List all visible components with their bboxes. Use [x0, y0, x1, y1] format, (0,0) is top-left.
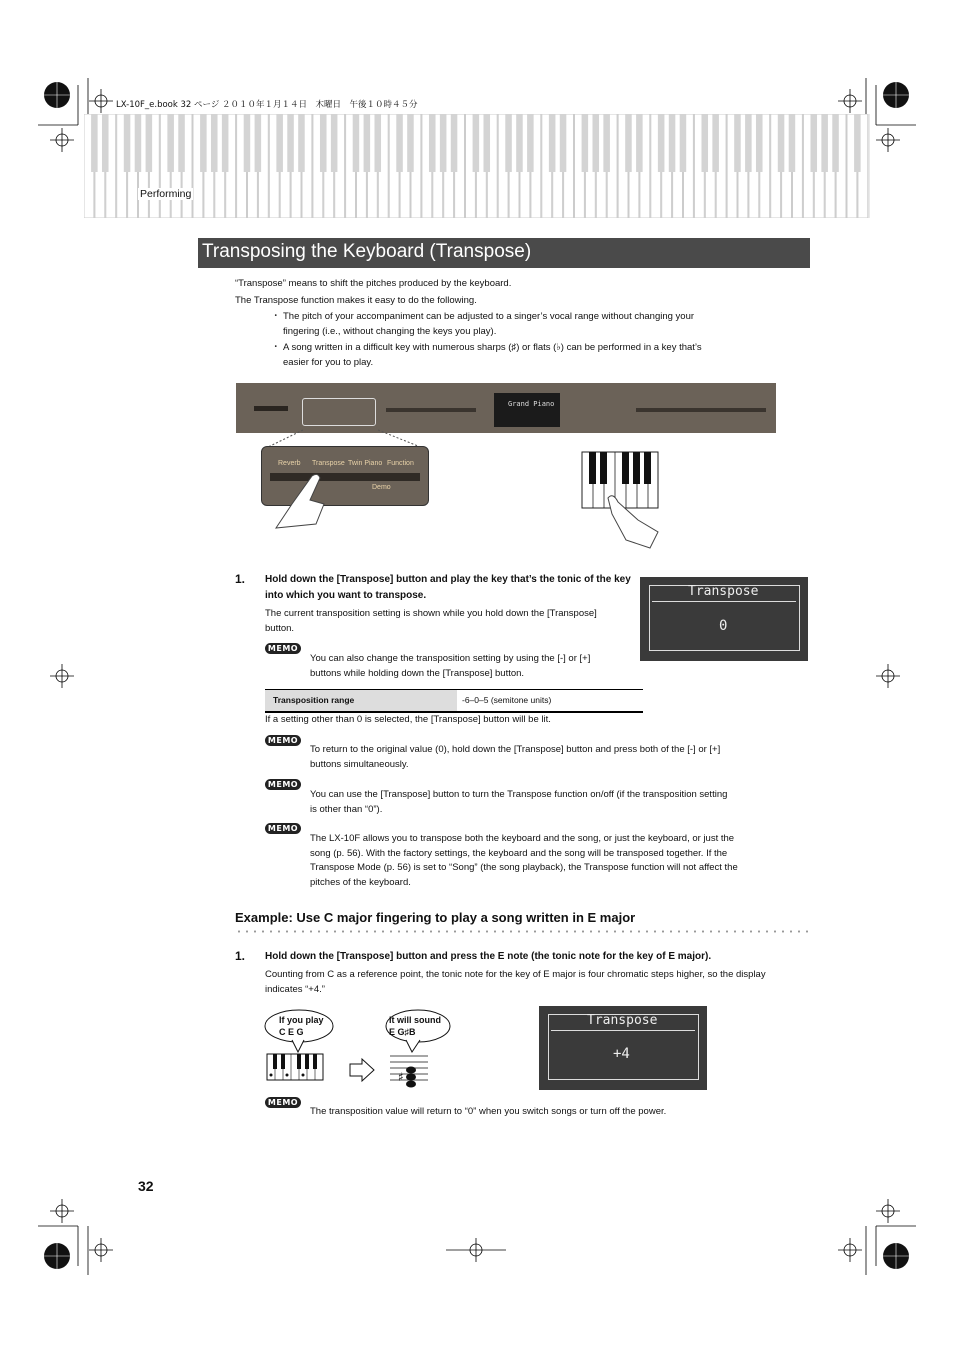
- header-black-key: [734, 114, 741, 172]
- lcd-divider: [652, 601, 796, 602]
- header-black-key: [200, 114, 207, 172]
- header-black-key: [298, 114, 305, 172]
- volume-slider: [254, 406, 288, 411]
- header-black-key: [603, 114, 610, 172]
- svg-text:♯: ♯: [398, 1070, 404, 1084]
- memo-2: To return to the original value (0), hold down the [Transpose] button and press both of the [-] or [+] buttons simultaneously.: [310, 744, 721, 770]
- header-black-key: [527, 114, 534, 172]
- header-black-key: [592, 114, 599, 172]
- dotted-rule: [235, 930, 810, 933]
- header-black-key: [745, 114, 752, 172]
- header-black-key: [505, 114, 512, 172]
- header-black-key: [364, 114, 371, 172]
- memo-1: You can also change the transposition setting by using the [-] or [+] buttons while holding down the [Transpose] button.: [310, 653, 591, 679]
- header-black-key: [167, 114, 174, 172]
- header-black-key: [135, 114, 142, 172]
- header-keyboard-graphic: [84, 114, 870, 218]
- header-black-key: [211, 114, 218, 172]
- header-black-key: [244, 114, 251, 172]
- lcd-value: +4: [613, 1046, 630, 1062]
- header-black-key: [669, 114, 676, 172]
- header-black-key: [374, 114, 381, 172]
- header-black-key: [396, 114, 403, 172]
- transposition-table: [265, 689, 643, 713]
- demo-label: Demo: [372, 484, 391, 491]
- header-black-key: [560, 114, 567, 172]
- page-number: 32: [138, 1178, 154, 1194]
- header-black-key: [178, 114, 185, 172]
- header-black-key: [549, 114, 556, 172]
- header-black-key: [483, 114, 490, 172]
- hand-icon: [272, 470, 332, 532]
- bullet-dot: ・: [271, 311, 281, 322]
- header-black-key: [789, 114, 796, 172]
- memo-badge: MEMO: [265, 1097, 301, 1108]
- memo-5: The transposition value will return to “0” when you switch songs or turn off the power.: [310, 1106, 667, 1117]
- panel-display: Grand Piano: [494, 393, 560, 427]
- lcd-value: 0: [719, 618, 728, 634]
- btn-reverb-label: Reverb: [278, 460, 301, 467]
- header-black-key: [832, 114, 839, 172]
- bullet-1: The pitch of your accompaniment can be adjusted to a singer’s vocal range without changing your fingering (i.e., without changing the keys you play).: [283, 311, 695, 337]
- header-black-key: [146, 114, 153, 172]
- lcd-display-transpose-plus4: [539, 1006, 707, 1090]
- btn-function-label: Function: [387, 460, 414, 467]
- header-black-key: [821, 114, 828, 172]
- memo-badge: MEMO: [265, 643, 301, 654]
- panel-buttons-row-2: [636, 408, 766, 412]
- header-black-key: [680, 114, 687, 172]
- step-1-body: The current transposition setting is shown while you hold down the [Transpose] button.: [265, 608, 597, 634]
- header-black-key: [625, 114, 632, 172]
- header-black-key: [636, 114, 643, 172]
- header-black-key: [320, 114, 327, 172]
- header-black-key: [701, 114, 708, 172]
- lcd-divider: [551, 1030, 695, 1031]
- memo-badge: MEMO: [265, 779, 301, 790]
- panel-buttons-row: [386, 408, 476, 412]
- btn-twin-piano-label: Twin Piano: [348, 460, 383, 467]
- header-black-key: [582, 114, 589, 172]
- header-black-key: [353, 114, 360, 172]
- header-black-key: [91, 114, 98, 172]
- header-black-key: [287, 114, 294, 172]
- header-black-key: [440, 114, 447, 172]
- step-1-number: 1.: [235, 572, 246, 586]
- header-black-key: [222, 114, 229, 172]
- memo-3: You can use the [Transpose] button to turn the Transpose function on/off (if the transposition setting is other than “0”).: [310, 789, 728, 815]
- title-bar: [198, 238, 810, 268]
- header-black-key: [429, 114, 436, 172]
- lit-note: If a setting other than 0 is selected, the [Transpose] button will be lit.: [265, 714, 551, 725]
- example-step-body: Counting from C as a reference point, the tonic note for the key of E major is four chromatic steps higher, so the display indicates “+4.”: [265, 969, 766, 995]
- header-black-key: [810, 114, 817, 172]
- intro-line-1: “Transpose” means to shift the pitches produced by the keyboard.: [235, 278, 512, 289]
- lcd-title: Transpose: [688, 584, 759, 599]
- header-black-key: [102, 114, 109, 172]
- memo-4: The LX-10F allows you to transpose both the keyboard and the song, or just the keyboard, or just the song (p. 56). With the factory settings, the keyboard and the song will be transposed together. If the Transpose Mode (p. 56) is set to “Song” (the song playback), the Transpose function will not affect the pitches of the keyboard.: [310, 833, 738, 888]
- header-black-key: [658, 114, 665, 172]
- header-black-key: [473, 114, 480, 172]
- table-value: -6–0–5 (semitone units): [462, 695, 552, 705]
- bubble-1-line-1: If you play: [279, 1015, 324, 1025]
- highlight-frame: [302, 398, 376, 426]
- header-black-key: [276, 114, 283, 172]
- lcd-display-transpose-0: [640, 577, 808, 661]
- btn-transpose-label: Transpose: [312, 460, 345, 467]
- memo-badge: MEMO: [265, 823, 301, 834]
- header-black-key: [255, 114, 262, 172]
- bubble-2-line-2: E G♯B: [389, 1027, 416, 1037]
- step-1-heading: Hold down the [Transpose] button and play the key that’s the tonic of the key into which you want to transpose.: [265, 574, 631, 601]
- header-black-key: [451, 114, 458, 172]
- memo-badge: MEMO: [265, 735, 301, 746]
- table-label: Transposition range: [273, 695, 355, 705]
- bubble-1-line-2: C E G: [279, 1027, 304, 1037]
- header-black-key: [516, 114, 523, 172]
- lcd-title: Transpose: [587, 1013, 658, 1028]
- header-black-key: [407, 114, 414, 172]
- example-step-number: 1.: [235, 949, 246, 963]
- intro-line-2: The Transpose function makes it easy to do the following.: [235, 295, 477, 306]
- keyboard-hand-illustration: [580, 450, 662, 550]
- header-black-key: [124, 114, 131, 172]
- bullet-2: A song written in a difficult key with numerous sharps (♯) or flats (♭) can be performed in a key that’s easier for you to play.: [283, 342, 702, 368]
- example-heading: Example: Use C major fingering to play a song written in E major: [235, 910, 636, 925]
- header-black-key: [756, 114, 763, 172]
- page-title: Transposing the Keyboard (Transpose): [202, 241, 532, 262]
- example-step-heading: Hold down the [Transpose] button and press the E note (the tonic note for the key of E major).: [265, 951, 712, 962]
- section-label: Performing: [140, 188, 192, 200]
- bullet-dot: ・: [271, 342, 281, 353]
- header-black-key: [331, 114, 338, 172]
- header-black-key: [854, 114, 861, 172]
- header-black-key: [712, 114, 719, 172]
- bubble-2-line-1: It will sound: [389, 1015, 441, 1025]
- header-black-key: [778, 114, 785, 172]
- file-info: LX-10F_e.book 32 ページ ２０１０年１月１４日 木曜日 午後１０時４５分: [116, 100, 418, 110]
